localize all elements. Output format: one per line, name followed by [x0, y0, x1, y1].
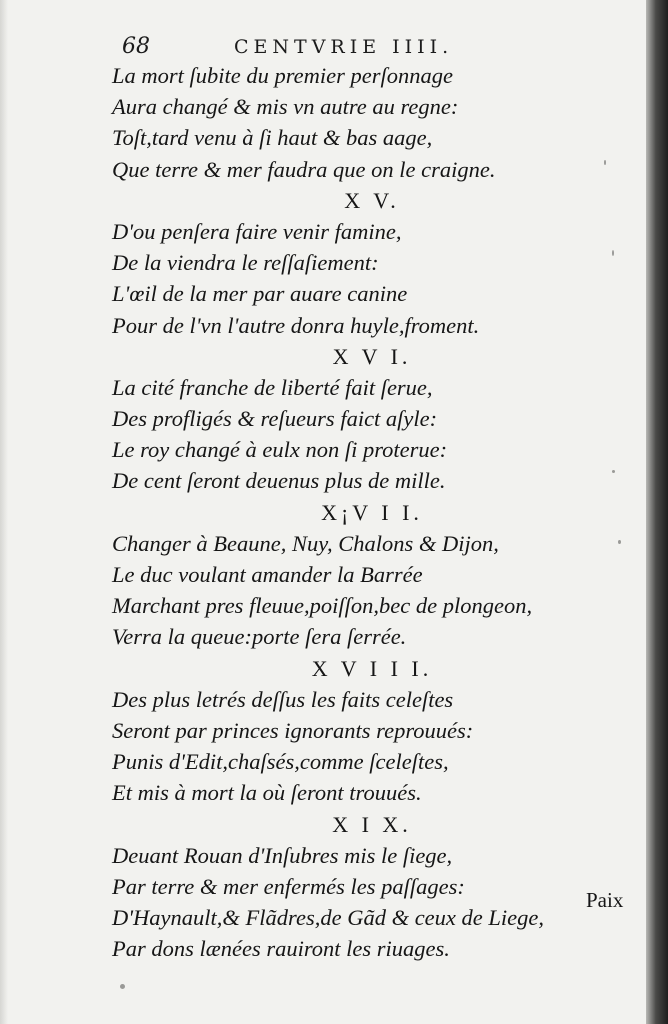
verse-line: Toſt,tard venu à ſi haut & bas aage, — [112, 125, 433, 151]
verse-line: Verra la queue:porte ſera ſerrée. — [112, 624, 407, 650]
verse-line: Des profligés & reſueurs faict aſyle: — [112, 406, 438, 432]
verse-line: Deuant Rouan d'Inſubres mis le ſiege, — [112, 842, 453, 868]
verse-line: Aura changé & mis vn autre au regne: — [112, 94, 459, 120]
quatrain-number: X V I I I. — [311, 655, 433, 681]
verse-line: Pour de l'vn l'autre donra huyle,froment. — [112, 312, 480, 338]
verse-line: L'œil de la mer par auare canine — [112, 281, 408, 307]
verse-line: D'Haynault,& Flãdres,de Gãd & ceux de Liege, — [112, 905, 545, 931]
verse-line: Et mis à mort la où ſeront trouués. — [112, 780, 422, 806]
quatrain-number: X V I. — [332, 343, 412, 369]
ink-speck — [120, 984, 125, 989]
page-edge-right — [646, 0, 668, 1024]
quatrain-number: X V. — [344, 187, 400, 213]
verse-line: Que terre & mer faudra que on le craigne. — [112, 156, 496, 182]
verse-line: Punis d'Edit,chaſsés,comme ſceleſtes, — [112, 749, 449, 775]
quatrain-number: X¡V I I. — [321, 499, 423, 525]
page-edge-left — [0, 0, 8, 1024]
verse-line: Le roy changé à eulx non ſi proterue: — [112, 437, 448, 463]
verse-line: De la viendra le reſſaſiement: — [112, 250, 379, 276]
quatrain-number: X I X. — [332, 811, 412, 837]
verse-line: Le duc voulant amander la Barrée — [112, 562, 423, 587]
verse-line: Des plus letrés deſſus les faits celeſtes — [112, 686, 454, 712]
verse-line: Changer à Beaune, Nuy, Chalons & Dijon, — [112, 530, 499, 556]
verse-line: Marchant pres fleuue,poiſſon,bec de plongeon, — [112, 593, 533, 619]
catchword: Paix — [586, 888, 624, 912]
verse-line: Seront par princes ignorants reprouués: — [112, 717, 474, 743]
verse-line: D'ou penſera faire venir famine, — [112, 218, 402, 244]
page-number: 68 — [122, 34, 150, 59]
verse-line: La cité franche de liberté fait ſerue, — [112, 374, 433, 400]
verse-line: De cent ſeront deuenus plus de mille. — [112, 468, 446, 494]
verse-line: La mort ſubite du premier perſonnage — [112, 63, 454, 88]
verse-line: Par dons lænées rauiront les riuages. — [112, 936, 450, 962]
running-head: CENTVRIE IIII. — [234, 36, 454, 58]
verse-line: Par terre & mer enfermés les paſſages: — [112, 873, 465, 899]
quatrain-text — [112, 60, 632, 964]
